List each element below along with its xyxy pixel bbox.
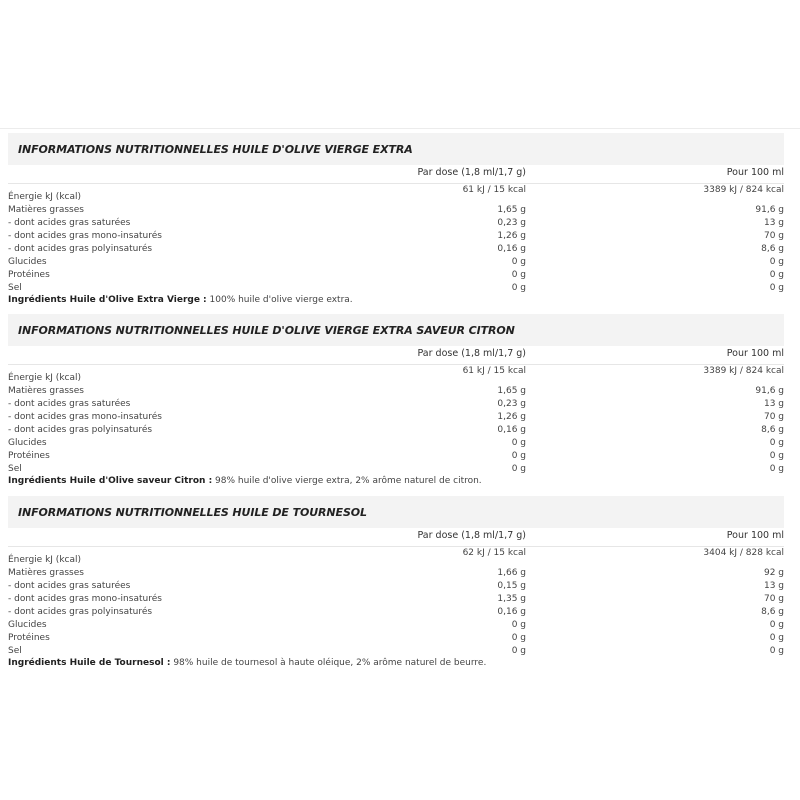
nutrient-row-mono <box>8 592 784 605</box>
nutrient-label: - dont acides gras mono-insaturés <box>8 231 162 241</box>
nutrition-section-olive-extra <box>8 133 784 305</box>
nutrient-per100-value: 3404 kJ / 828 kcal <box>703 548 784 558</box>
nutrient-row-mono <box>8 410 784 423</box>
ingredients-label: Ingrédients Huile d'Olive Extra Vierge : <box>8 295 207 305</box>
column-header-dose: Par dose (1,8 ml/1,7 g) <box>417 530 526 541</box>
nutrient-dose-value: 1,65 g <box>497 386 526 396</box>
nutrient-per100-value: 0 g <box>769 633 784 643</box>
nutrient-per100-value: 0 g <box>769 257 784 267</box>
nutrient-label: - dont acides gras polyinsaturés <box>8 425 153 435</box>
nutrient-per100-value: 3389 kJ / 824 kcal <box>703 185 784 195</box>
nutrient-per100-value: 0 g <box>769 270 784 280</box>
ingredients-line <box>8 476 784 486</box>
nutrient-label: Glucides <box>8 438 47 448</box>
nutrient-label: - dont acides gras saturées <box>8 218 131 228</box>
section-header <box>8 314 784 346</box>
nutrient-label: Glucides <box>8 620 47 630</box>
nutrient-label: - dont acides gras polyinsaturés <box>8 607 153 617</box>
nutrient-label: - dont acides gras mono-insaturés <box>8 412 162 422</box>
nutrient-dose-value: 1,35 g <box>497 594 526 604</box>
ingredients-text: 98% huile de tournesol à haute oléique, 2% arôme naturel de beurre. <box>170 658 487 668</box>
nutrient-per100-value: 91,6 g <box>755 386 784 396</box>
nutrient-label: Matières grasses <box>8 205 84 215</box>
nutrient-dose-value: 0,15 g <box>497 581 526 591</box>
section-title: INFORMATIONS NUTRITIONNELLES HUILE D'OLIVE VIERGE EXTRA <box>18 142 413 156</box>
nutrient-per100-value: 0 g <box>769 620 784 630</box>
nutrient-per100-value: 0 g <box>769 438 784 448</box>
nutrient-dose-value: 0 g <box>511 646 526 656</box>
nutrient-dose-value: 0 g <box>511 451 526 461</box>
nutrient-label: - dont acides gras polyinsaturés <box>8 244 153 254</box>
nutrient-label: Matières grasses <box>8 386 84 396</box>
nutrient-dose-value: 1,66 g <box>497 568 526 578</box>
column-header-per100: Pour 100 ml <box>726 530 784 541</box>
column-header-row <box>8 165 784 184</box>
nutrient-per100-value: 70 g <box>763 231 784 241</box>
nutrient-label: - dont acides gras mono-insaturés <box>8 594 162 604</box>
nutrient-dose-value: 0 g <box>511 620 526 630</box>
nutrient-dose-value: 1,65 g <box>497 205 526 215</box>
nutrition-section-sunflower <box>8 496 784 668</box>
nutrient-row-carbs <box>8 255 784 268</box>
nutrient-dose-value: 0,23 g <box>497 218 526 228</box>
nutrient-per100-value: 0 g <box>769 283 784 293</box>
section-title: INFORMATIONS NUTRITIONNELLES HUILE DE TOURNESOL <box>18 505 367 519</box>
ingredients-label: Ingrédients Huile de Tournesol : <box>8 658 171 668</box>
nutrient-row-fat <box>8 384 784 397</box>
nutrient-per100-value: 92 g <box>763 568 784 578</box>
nutrient-label: Énergie kJ (kcal) <box>8 555 82 565</box>
nutrient-row-saturated <box>8 216 784 229</box>
nutrient-per100-value: 0 g <box>769 646 784 656</box>
section-header <box>8 496 784 528</box>
section-title: INFORMATIONS NUTRITIONNELLES HUILE D'OLIVE VIERGE EXTRA SAVEUR CITRON <box>18 323 515 337</box>
nutrient-row-fat <box>8 566 784 579</box>
nutrient-label: Matières grasses <box>8 568 84 578</box>
nutrient-row-carbs <box>8 436 784 449</box>
nutrient-label: Énergie kJ (kcal) <box>8 192 82 202</box>
nutrient-row-salt <box>8 644 784 657</box>
nutrient-label: Protéines <box>8 451 50 461</box>
nutrient-row-poly <box>8 242 784 255</box>
nutrient-per100-value: 8,6 g <box>761 425 784 435</box>
nutrient-label: Protéines <box>8 633 50 643</box>
column-header-row <box>8 346 784 365</box>
ingredients-line <box>8 658 784 668</box>
nutrient-per100-value: 8,6 g <box>761 244 784 254</box>
nutrient-label: Sel <box>8 464 22 474</box>
section-header <box>8 133 784 165</box>
nutrient-dose-value: 0 g <box>511 283 526 293</box>
nutrient-dose-value: 0,23 g <box>497 399 526 409</box>
nutrient-row-salt <box>8 281 784 294</box>
ingredients-text: 100% huile d'olive vierge extra. <box>206 295 353 305</box>
nutrient-label: - dont acides gras saturées <box>8 581 131 591</box>
nutrient-dose-value: 0 g <box>511 270 526 280</box>
column-header-per100: Pour 100 ml <box>726 167 784 178</box>
column-header-dose: Par dose (1,8 ml/1,7 g) <box>417 348 526 359</box>
nutrient-dose-value: 0 g <box>511 464 526 474</box>
nutrient-dose-value: 0 g <box>511 633 526 643</box>
nutrient-per100-value: 70 g <box>763 594 784 604</box>
nutrient-row-salt <box>8 462 784 475</box>
nutrient-per100-value: 3389 kJ / 824 kcal <box>703 366 784 376</box>
nutrient-per100-value: 0 g <box>769 451 784 461</box>
nutrient-dose-value: 0 g <box>511 438 526 448</box>
nutrient-row-protein <box>8 449 784 462</box>
nutrient-label: - dont acides gras saturées <box>8 399 131 409</box>
nutrient-row-poly <box>8 423 784 436</box>
nutrient-per100-value: 13 g <box>763 218 784 228</box>
nutrient-row-fat <box>8 203 784 216</box>
nutrient-row-energy <box>8 365 784 384</box>
nutrient-dose-value: 62 kJ / 15 kcal <box>462 548 526 558</box>
nutrient-per100-value: 8,6 g <box>761 607 784 617</box>
nutrient-label: Glucides <box>8 257 47 267</box>
nutrient-dose-value: 0 g <box>511 257 526 267</box>
nutrient-label: Énergie kJ (kcal) <box>8 373 82 383</box>
nutrient-per100-value: 70 g <box>763 412 784 422</box>
nutrient-dose-value: 1,26 g <box>497 412 526 422</box>
nutrient-dose-value: 61 kJ / 15 kcal <box>462 185 526 195</box>
nutrient-row-carbs <box>8 618 784 631</box>
nutrient-per100-value: 0 g <box>769 464 784 474</box>
nutrient-row-energy <box>8 547 784 566</box>
nutrient-row-saturated <box>8 397 784 410</box>
nutrient-label: Protéines <box>8 270 50 280</box>
nutrient-row-energy <box>8 184 784 203</box>
nutrition-section-olive-lemon <box>8 314 784 486</box>
ingredients-text: 98% huile d'olive vierge extra, 2% arôme naturel de citron. <box>212 476 482 486</box>
nutrient-dose-value: 0,16 g <box>497 425 526 435</box>
column-header-row <box>8 528 784 547</box>
nutrient-per100-value: 13 g <box>763 399 784 409</box>
column-header-dose: Par dose (1,8 ml/1,7 g) <box>417 167 526 178</box>
nutrient-row-saturated <box>8 579 784 592</box>
top-divider <box>0 128 800 129</box>
nutrient-dose-value: 0,16 g <box>497 244 526 254</box>
nutrient-dose-value: 0,16 g <box>497 607 526 617</box>
ingredients-label: Ingrédients Huile d'Olive saveur Citron : <box>8 476 213 486</box>
nutrient-dose-value: 1,26 g <box>497 231 526 241</box>
nutrient-label: Sel <box>8 646 22 656</box>
ingredients-line <box>8 295 784 305</box>
nutrient-row-protein <box>8 631 784 644</box>
nutrient-row-protein <box>8 268 784 281</box>
nutrient-dose-value: 61 kJ / 15 kcal <box>462 366 526 376</box>
nutrient-per100-value: 91,6 g <box>755 205 784 215</box>
nutrient-per100-value: 13 g <box>763 581 784 591</box>
nutrient-label: Sel <box>8 283 22 293</box>
nutrient-row-mono <box>8 229 784 242</box>
nutrient-row-poly <box>8 605 784 618</box>
column-header-per100: Pour 100 ml <box>726 348 784 359</box>
